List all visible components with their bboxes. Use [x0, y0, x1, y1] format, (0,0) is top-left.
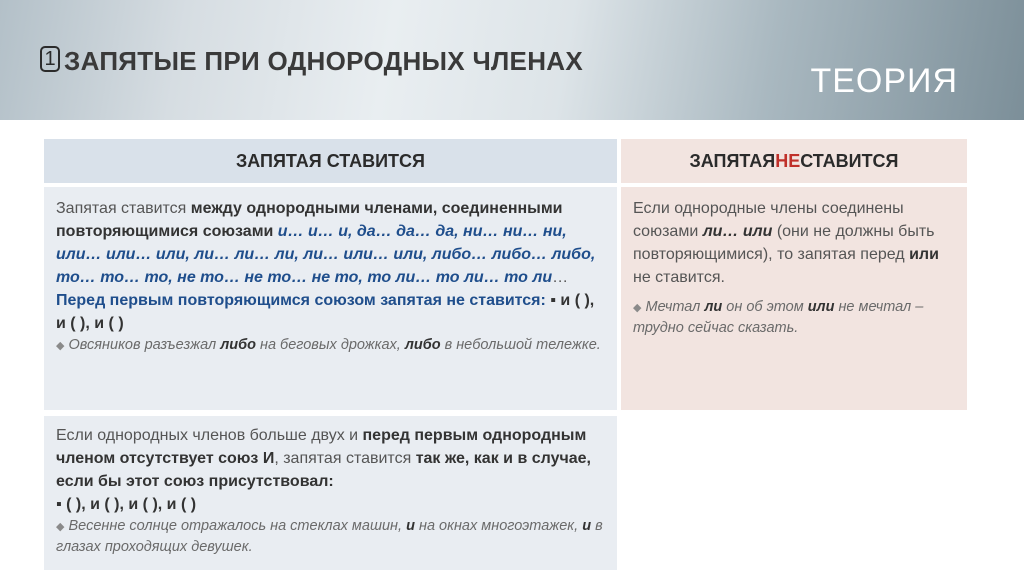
rule-text: Если однородные члены соединены союзами ли… или (они не должны быть повторяющимися), то запятая перед или не ставится.	[633, 200, 939, 286]
column-header-left-text: ЗАПЯТАЯ СТАВИТСЯ	[236, 150, 425, 171]
punctuation-scheme: ▪ и ( ), и ( ), и ( )	[56, 292, 595, 332]
example-sentence: ◆ Весенне солнце отражалось на стеклах машин, и на окнах многоэтажек, и в глазах проходящих девушек.	[56, 518, 603, 555]
rule-exception: Перед первым повторяющимся союзом запятая не ставится: ▪ и ( ), и ( ), и ( )	[56, 292, 595, 332]
example-sentence: ◆ Овсяников разъезжал либо на беговых дрожках, либо в небольшой тележке.	[56, 337, 601, 353]
slide-number-badge: 1	[40, 46, 60, 72]
diamond-icon: ◆	[56, 521, 65, 533]
rule-text: Запятая ставится между однородными членами, соединенными повторяющимися союзами и… и… и, да… да… да, ни… ни… ни, или… или… или, ли… ли… ли, ли… или… или, либо… либо… либо, то… то… то, не то… не то… не то, то ли… то ли… то ли…	[56, 200, 596, 286]
column-header-right-pre: ЗАПЯТАЯ	[689, 150, 776, 171]
diamond-icon: ◆	[633, 302, 642, 314]
diamond-icon: ◆	[56, 340, 65, 352]
column-header-right-post: СТАВИТСЯ	[800, 150, 899, 171]
column-header-right-ne: НЕ	[775, 150, 801, 171]
section-label: ТЕОРИЯ	[810, 62, 958, 100]
page-title: ЗАПЯТЫЕ ПРИ ОДНОРОДНЫХ ЧЛЕНАХ	[64, 46, 583, 76]
rule-text: Если однородных членов больше двух и перед первым однородным членом отсутствует союз И, запятая ставится так же, как и в случае, если бы этот союз присутствовал:	[56, 427, 591, 490]
example-sentence: ◆ Мечтал ли он об этом или не мечтал – трудно сейчас сказать.	[633, 299, 924, 336]
rule-box-implied-union	[44, 416, 617, 570]
punctuation-scheme: ▪ ( ), и ( ), и ( ), и ( )	[56, 496, 197, 513]
column-header-comma-not-placed	[621, 139, 967, 183]
rule-box-li-ili	[621, 187, 967, 410]
slide-header	[0, 0, 1024, 120]
rule-box-repeating-unions	[44, 187, 617, 410]
column-header-comma-placed	[44, 139, 617, 183]
